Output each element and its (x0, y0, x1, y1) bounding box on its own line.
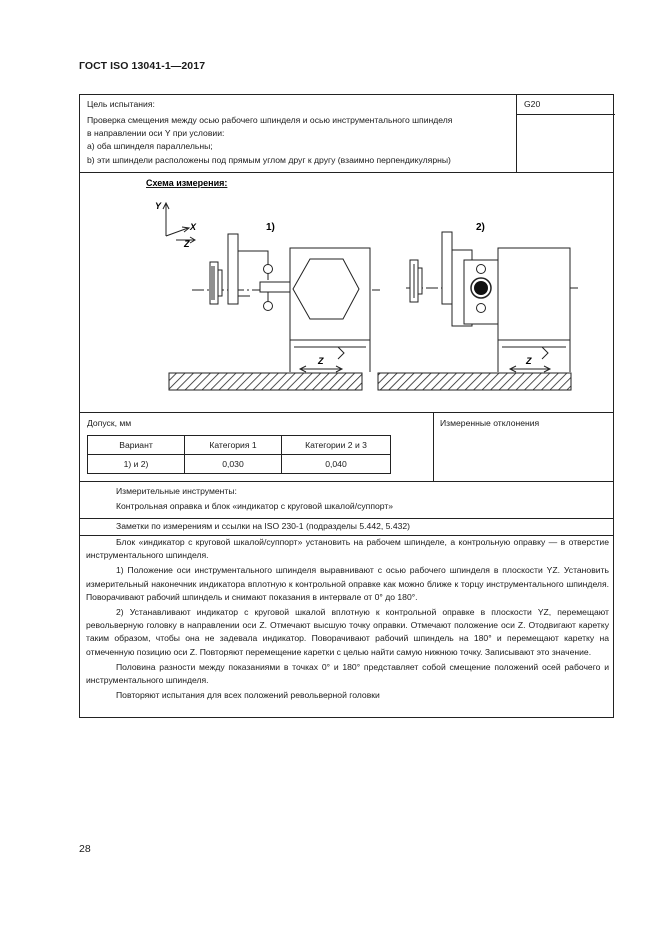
document-header: ГОСТ ISO 13041-1—2017 (79, 60, 206, 72)
tolerance-table (87, 435, 391, 474)
notes-reference: Заметки по измерениям и ссылки на ISO 230-1 (подразделы 5.442, 5.432) (116, 521, 411, 531)
divider-tolerance (80, 481, 613, 482)
divider-diagram (80, 412, 613, 413)
table-cell: 1) и 2) (88, 455, 185, 474)
objective-line-3: а) оба шпинделя параллельны; (87, 141, 213, 151)
base-hatch-1 (169, 373, 362, 390)
tolerance-label: Допуск, мм (87, 418, 132, 428)
variant-2-setup (406, 232, 580, 372)
carriage-axis-z-label-2: Z (526, 356, 532, 366)
table-cell: 0,040 (282, 455, 391, 474)
table-header-cell: Вариант (88, 436, 185, 455)
table-header-row (88, 436, 391, 455)
divider-instruments (80, 518, 613, 519)
code-underline (516, 114, 615, 115)
arbor-section-inner (474, 281, 488, 295)
objective-line-2: в направлении оси Y при условии: (87, 128, 225, 138)
measured-deviations-label: Измеренные отклонения (440, 418, 540, 428)
instruments-label: Измерительные инструменты: (116, 486, 237, 496)
table-header-cell: Категория 1 (185, 436, 282, 455)
axis-x-label: X (190, 222, 197, 232)
notes-paragraph-1: Блок «индикатор с круговой шкалой/суппорт» установить на рабочем шпинделе, а контрольную оправку — в отверстие инструментального шпинделя. (86, 537, 609, 561)
objective-line-4: b) эти шпиндели расположены под прямым углом друг к другу (взаимно перпендикулярны) (87, 155, 451, 165)
axis-z-label: Z (184, 239, 190, 249)
page-number: 28 (79, 843, 91, 855)
code-divider (516, 95, 517, 172)
notes-paragraph-3: 2) Устанавливают индикатор с круговой шкалой вплотную к контрольной оправке в плоскости YZ, перемещают револьверную головку в направлении оси Z. Отмечают высшую точку оправки. Отмечают положение оси Z. Отодвигают каретку таким образом, чтобы она не задевала индикатор. Поворачивают рабочий шпиндель на 180° и перемещают каретку на отмеченную позицию оси Z. Повторяют перемещение каретки с целью найти самую нижнюю точку. Записывают это значение. (86, 607, 609, 657)
axis-y-label: Y (155, 201, 162, 211)
notes-paragraph-5: Повторяют испытания для всех положений револьверной головки (116, 690, 380, 701)
variant-2-label: 2) (476, 222, 485, 233)
tolerance-divider (433, 412, 434, 481)
notes-body (86, 536, 609, 702)
instruments-value: Контрольная оправка и блок «индикатор с круговой шкалой/суппорт» (116, 501, 394, 511)
objective-label: Цель испытания: (87, 99, 155, 109)
variant-1-setup (192, 234, 380, 372)
notes-paragraph-4: Половина разности между показаниями в точках 0° и 180° представляет собой смещение положений осей рабочего и инструментального шпинделя. (86, 661, 609, 686)
table-row (88, 455, 391, 474)
notes-paragraph-2: 1) Положение оси инструментального шпинделя выравнивают с осью рабочего шпинделя в плоскости YZ. Установить измерительный наконечник индикатора вплотную к контрольной оправке как можно ближе к торцу инструментального шпинделя. Поворачивают рабочий шпиндель и снимают показания в интервале от 0° до 180°. (86, 565, 609, 602)
base-hatch-2 (378, 373, 571, 390)
table-cell: 0,030 (185, 455, 282, 474)
test-code: G20 (524, 99, 541, 109)
objective-line-1: Проверка смещения между осью рабочего шпинделя и осью инструментального шпинделя (87, 115, 453, 125)
variant-1-label: 1) (266, 222, 275, 233)
diagram-title: Схема измерения: (146, 178, 228, 188)
carriage-axis-z-label-1: Z (318, 356, 324, 366)
table-header-cell: Категории 2 и 3 (282, 436, 391, 455)
measurement-diagram (80, 172, 613, 400)
